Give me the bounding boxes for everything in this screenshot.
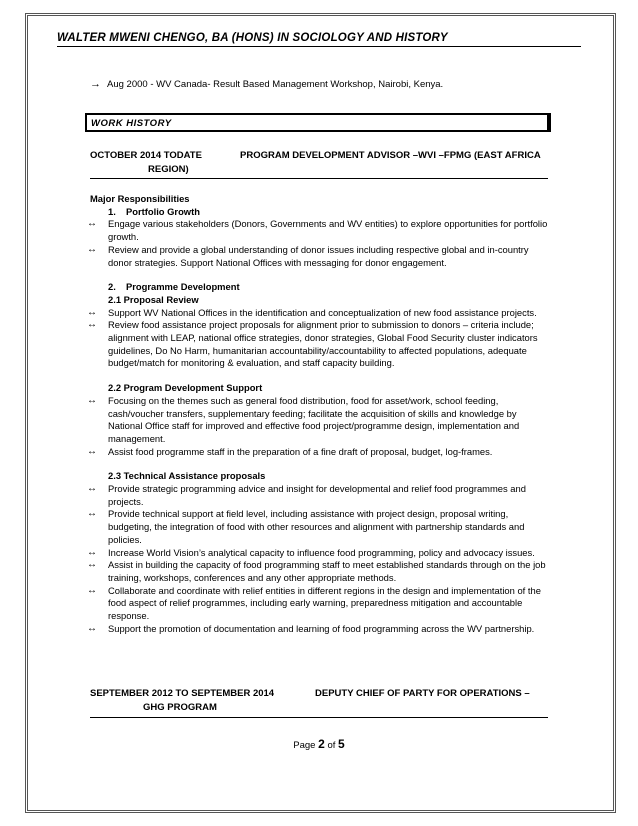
bidirectional-arrow-icon: ↔ bbox=[87, 559, 97, 571]
list-program-development-support bbox=[87, 394, 550, 459]
page-footer: Page 2 of 5 bbox=[293, 737, 345, 751]
document-header: WALTER MWENI CHENGO, BA (HONS) IN SOCIOLOGY AND HISTORY bbox=[57, 32, 581, 47]
subheading-program-development-support: 2.2 Program Development Support bbox=[108, 382, 263, 394]
subheading-proposal-review: 2.1 Proposal Review bbox=[108, 293, 199, 305]
job-title-continued: GHG PROGRAM bbox=[143, 702, 217, 713]
bidirectional-arrow-icon: ↔ bbox=[87, 584, 97, 596]
bidirectional-arrow-icon: ↔ bbox=[87, 622, 97, 634]
bidirectional-arrow-icon: ↔ bbox=[87, 306, 97, 318]
list-item: ↔ Assist food programme staff in the preparation of a fine draft of proposal, budget, log-frames. bbox=[87, 445, 493, 457]
list-technical-assistance bbox=[87, 483, 550, 635]
list-proposal-review bbox=[87, 306, 550, 371]
list-item: ↔ Focusing on the themes such as general food distribution, food for asset/work, school feeding, cash/voucher transfers, supplementary feeding; facilitate the acquisition of skills and knowledge by National Office staff for improved and effective food project/programme design, implementation and management. bbox=[87, 394, 520, 444]
list-item: ↔ Collaborate and coordinate with relief entities in different regions in the design and implementation of the food aspect of relief programmes, including early warning, preparedness mitigation and accountable response. bbox=[87, 584, 541, 622]
job-dates: SEPTEMBER 2012 TO SEPTEMBER 2014 bbox=[90, 688, 275, 699]
bidirectional-arrow-icon: ↔ bbox=[87, 394, 97, 406]
bidirectional-arrow-icon: ↔ bbox=[87, 218, 97, 230]
list-item: ↔ Provide strategic programming advice and insight for developmental and relief food programmes and projects. bbox=[87, 483, 526, 507]
list-item: ↔ Review and provide a global understanding of donor issues including respective global and in-country donor strategies. Support National Offices with messaging for donor engagement. bbox=[87, 243, 529, 268]
bidirectional-arrow-icon: ↔ bbox=[87, 546, 97, 558]
job-heading-2 bbox=[90, 688, 548, 718]
job-title: DEPUTY CHIEF OF PARTY FOR OPERATIONS – bbox=[315, 688, 530, 699]
list-portfolio-growth bbox=[87, 218, 550, 269]
responsibilities bbox=[87, 193, 550, 636]
job-dates: OCTOBER 2014 TODATE bbox=[90, 150, 202, 161]
list-item: ↔ Assist in building the capacity of food programming staff to meet established standards through on the job training, workshops, conferences and any other appropriate methods. bbox=[87, 559, 546, 583]
arrow-icon: → bbox=[90, 78, 101, 90]
section-heading-work-history: WORK HISTORY bbox=[85, 113, 551, 132]
major-responsibilities-heading: Major Responsibilities bbox=[90, 193, 190, 204]
list-item: ↔ Engage various stakeholders (Donors, Governments and WV entities) to explore opportunities for portfolio growth. bbox=[87, 218, 548, 243]
list-item: ↔ Support WV National Offices in the identification and conceptualization of new food assistance projects. bbox=[87, 306, 537, 318]
subheading-technical-assistance: 2.3 Technical Assistance proposals bbox=[108, 470, 266, 482]
bidirectional-arrow-icon: ↔ bbox=[87, 483, 97, 495]
bidirectional-arrow-icon: ↔ bbox=[87, 508, 97, 520]
subheading-portfolio-growth: 1. Portfolio Growth bbox=[108, 205, 200, 217]
job-title: PROGRAM DEVELOPMENT ADVISOR –WVI –FPMG (EAST AFRICA bbox=[240, 150, 541, 161]
training-item bbox=[90, 78, 443, 90]
subheading-programme-development: 2. Programme Development bbox=[108, 281, 240, 293]
list-item: ↔ Review food assistance project proposals for alignment prior to submission to donors – criteria include; alignment with LEAP, national office strategies, donor strategies, Global Food Security cluster indicators guidelines, Do No Harm, humanitarian accountability/accountability to affected populations, adequate budget/match for monitoring & evaluation, and staff capacity building. bbox=[87, 319, 538, 369]
list-item: ↔ Provide technical support at field level, including assistance with project design, proposal writing, budgeting, the integration of food with other resources and alignment with partnership standards and policies. bbox=[87, 508, 525, 545]
job-title-continued: REGION) bbox=[148, 164, 189, 175]
training-text: Aug 2000 - WV Canada- Result Based Management Workshop, Nairobi, Kenya. bbox=[107, 79, 444, 90]
list-item: ↔ Support the promotion of documentation and learning of food programming across the WV partnership. bbox=[87, 622, 535, 634]
bidirectional-arrow-icon: ↔ bbox=[87, 445, 97, 457]
page-total: 5 bbox=[338, 737, 345, 751]
bidirectional-arrow-icon: ↔ bbox=[87, 319, 97, 331]
job-heading-1 bbox=[90, 150, 548, 179]
bidirectional-arrow-icon: ↔ bbox=[87, 243, 97, 255]
list-item: ↔ Increase World Vision’s analytical capacity to influence food programming, policy and advocacy issues. bbox=[87, 546, 535, 558]
page-number: 2 bbox=[318, 737, 325, 751]
